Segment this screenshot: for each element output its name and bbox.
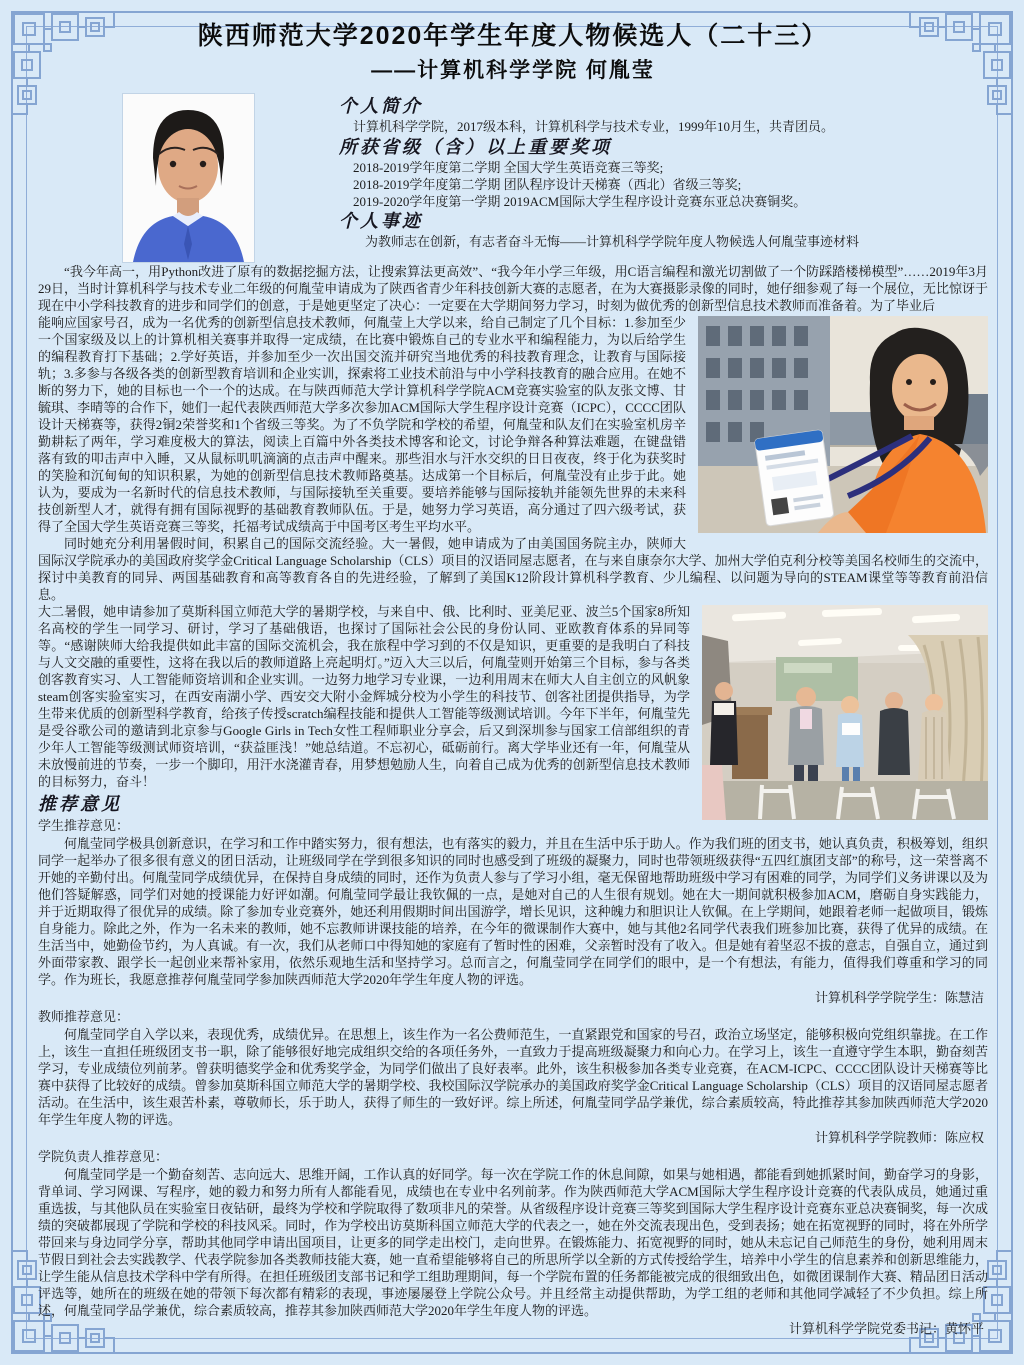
deeds-and-recommendations bbox=[38, 263, 988, 1338]
award-item: 2018-2019学年度第二学期 团队程序设计天梯赛（西北）省级三等奖; bbox=[353, 177, 742, 192]
teacher-recommendation-signature: 计算机科学学院教师：陈应权 bbox=[814, 1130, 984, 1145]
dean-recommendation-label: 学院负责人推荐意见： bbox=[38, 1149, 169, 1164]
awards-heading: 所获省级（含）以上重要奖项 bbox=[339, 137, 612, 157]
header-right-column bbox=[339, 93, 988, 263]
student-recommendation-label: 学生推荐意见： bbox=[38, 818, 130, 833]
profile-text: 计算机科学学院，2017级本科，计算机科学与技术专业，1999年10月生，共青团员。 bbox=[353, 119, 835, 134]
badge-selfie-photo bbox=[698, 316, 988, 533]
deeds-paragraph-2b: 大二暑假，她申请参加了莫斯科国立师范大学的暑期学校，与来自中、俄、比利时、亚美尼亚、波兰5个国家8所知名高校的学生一同学习、研讨，学习了基础俄语，也探讨了国际社会公民的身份认同、亚欧教育体系的异同等等。“感谢陕师大给我提供如此丰富的国际交流机会，我在旅程中学习到的不仅是知识，更重要的是我明白了科技与人文交融的重要性，这将在我以后的教师道路上亮起明灯。”迈入大三以后，何胤莹则开始第三个目标，参与各类创客教育实习、人工智能师资培训和企业实训。一边努力地学习专业课，一边利用周末在师大人自主创立的风帆象steam创客实验室实习，在西安南湖小学、西安交大附小金辉城分校为小学生的科技节、创客社团提供指导，为学生带来优质的创新型科学教育，给孩子传授scratch编程技能和提供人工智能等级测试培训。今年下半年，何胤莹先是受谷歌公司的邀请到北京参与Google Girls in Tech女性工程师职业分享会，后又到深圳参与国家工信部组织的青少年人工智能等级测试师资培训，“获益匪浅！”她总结道。不忘初心，砥砺前行。离大学毕业还有一年，何胤莹从未放慢前进的节奏，一步一个脚印，用汗水浇灌青春，用梦想勉励人生，向着自己成为优秀的创新型信息技术教师的目标努力，奋斗！ bbox=[38, 604, 690, 789]
document-content bbox=[38, 20, 988, 1339]
deeds-paragraph-2b-block bbox=[38, 603, 988, 790]
header-block bbox=[38, 93, 988, 263]
deeds-paragraph-2a: 同时她充分利用暑假时间，积累自己的国际交流经验。大一暑假，她申请成为了由美国国务院主办，陕师大国际汉学院承办的美国政府奖学金Critical Language Scholarship（CLS）项目的汉语同屋志愿者，在与来自康奈尔大学、加州大学伯克利分校等美国名校师生的交流中，探讨中美教育的同异、两国基础教育和高等教育各自的先进经验，了解到了美国K12阶段计算机科学教育、少儿编程、以问题为导向的STEAM课堂等等教育前沿信息。 bbox=[38, 536, 988, 602]
deeds-paragraph-1a: “我今年高一，用Python改进了原有的数据挖掘方法，让搜索算法更高效”、“我今年小学三年级，用C语言编程和激光切割做了一个防踩踏楼梯模型”……2019年3月29日，当时计算机科学与技术专业二年级的何胤莹申请成为了陕西省青少年科技创新大赛的志愿者，在为大赛摄影录像的同时，她仔细参观了每一个展位，无比惊讶于现在中小学科技教育的进步和同学们的创意，于是她更坚定了决心：一定要在大学期间努力学习，时刻为做优秀的创新型信息技术教师而准备着。为了毕业后 bbox=[38, 264, 988, 313]
deeds-intro-line: 为教师志在创新，有志者奋斗无悔——计算机科学学院年度人物候选人何胤莹事迹材料 bbox=[365, 234, 860, 249]
teacher-recommendation-label: 教师推荐意见： bbox=[38, 1009, 130, 1024]
ceremony-photo bbox=[702, 605, 988, 820]
teacher-recommendation-text: 何胤莹同学自入学以来，表现优秀，成绩优异。在思想上，该生作为一名公费师范生，一直紧跟党和国家的号召，政治立场坚定，能够积极向党组织靠拢。在工作上，该生一直担任班级团支书一职，除了能够很好地完成组织交给的各项任务外，一直致力于提高班级凝聚力和向心力。在学习上，该生一直遵守学生本职，勤奋刻苦学习，专业成绩位列前茅。曾获明德奖学金和优秀奖学金，为同学们做出了良好表率。此外，该生积极参加各类专业竞赛，在ACM-ICPC、CCCC团队设计天梯赛等比赛中获得了比较好的成绩。曾参加莫斯科国立师范大学的暑期学校、我校国际汉学院承办的美国政府奖学金Critical Language Scholarship（CLS）项目的汉语同屋志愿者活动。在生活中，该生艰苦朴素，尊敬师长，乐于助人，获得了师生的一致好评。综上所述，何胤莹同学品学兼优，综合素质较高，特此推荐其参加陕西师范大学2020年学生年度人物的评选。 bbox=[38, 1027, 988, 1127]
student-recommendation-signature: 计算机科学学院学生：陈慧洁 bbox=[814, 990, 984, 1005]
recommendations-heading: 推荐意见 bbox=[38, 794, 122, 814]
portrait-photo bbox=[122, 93, 255, 263]
award-item: 2019-2020学年度第一学期 2019ACM国际大学生程序设计竞赛东亚总决赛铜奖。 bbox=[353, 194, 807, 209]
page-subtitle: ——计算机科学学院 何胤莹 bbox=[371, 59, 655, 82]
student-recommendation-text: 何胤莹同学极具创新意识，在学习和工作中踏实努力，很有想法，也有落实的毅力，并且在生活中乐于助人。作为我们班的团支书，她认真负责，积极筹划，组织同学一起举办了很多很有意义的团日活动，让班级同学在学到很多知识的同时也感受到了班级的凝聚力，同时也带领班级获得“五四红旗团支部”的称号，这一荣誉离不开她的辛勤付出。何胤莹同学成绩优异，在保持自身成绩的同时，还作为负责人参与了学习小组，毫无保留地帮助班级中学习有困难的同学，为同学们义务讲课以及为他们答疑解惑，同学们对她的授课能力好评如潮。何胤莹同学最让我钦佩的一点，是她对自己的人生很有规划。她在大一期间就积极参加ACM，磨砺自身实践能力，并于近期取得了很优异的成绩。除了参加专业竞赛外，她还利用假期时间出国游学，增长见识，这种魄力和胆识让人钦佩。在上学期间，她跟着老师一起做项目，锻炼自身能力。除此之外，作为一名未来的教师，她不忘教师讲课技能的培养，在今年的微课制作大赛中，她与其他2名同学代表我们班参加比赛，获得了优异的成绩。在生活当中，她勤俭节约，为人真诚。有一次，我们从老师口中得知她的家庭有了暂时性的困难，父亲暂时没有了收入。但是她有着坚忍不拔的意志，自强自立，通过到外面带家教、跟学长一起创业来帮补家用，依然乐观地生活和坚持学习。总而言之，何胤莹同学在同学们的眼中，是一个有想法，有能力，值得我们尊重和学习的同学。作为班长，我愿意推荐何胤莹同学参加陕西师范大学2020年学生年度人物的评选。 bbox=[38, 836, 988, 987]
award-item: 2018-2019学年度第二学期 全国大学生英语竞赛三等奖; bbox=[353, 160, 664, 175]
portrait-photo-illustration bbox=[122, 93, 255, 263]
page-title: 陕西师范大学2020年学生年度人物候选人（二十三） bbox=[197, 22, 829, 50]
dean-recommendation-signature: 计算机科学学院党委书记：黄怀平 bbox=[788, 1321, 984, 1336]
deeds-paragraph-1b: 能响应国家号召，成为一名优秀的创新型信息技术教师，何胤莹上大学以来，给自己制定了几个目标：1.参加至少一个国家级及以上的计算机相关赛事并取得一定成绩，在比赛中锻炼自己的专业水平和编程能力，为以后给学生的编程教育打下基础；2.学好英语，并参加至少一次出国交流并研究当地优秀的科技教育理念，让教育与国际接轨；3.多参与各级各类的创新型教育培训和企业实训，探索将工业技术前沿与中小学科技教育的融合应用。在她不断的努力下，她的目标也一个一个的达成。在与陕西师范大学计算机科学学院ACM竞赛实验室的队友张文博、甘毓琪、李晴等的合作下，她们一起代表陕西师范大学多次参加ACM国际大学生程序设计竞赛（ICPC），CCCC团队设计天梯赛等，获得2铜2荣誉奖和1个省级三等奖。为了不负学院和学校的希望，何胤莹和队友们在实验室机房辛勤耕耘了两年，学习难度极大的算法，阅读上百篇中外各类技术博客和论文，讨论争辩各种算法难题，在键盘错落有致的叩击声中入睡，又从鼠标叽叽滴滴的点击声中醒来。那些泪水与汗水交织的日日夜夜，终于化为获奖时的笑脸和沉甸甸的知识积累，为她的创新型信息技术教师路奠基。达成第一个目标后，何胤莹没有止步于此。她认为，要成为一名新时代的信息技术教师，与国际接轨至关重要。要培养能够与国际接轨并能领先世界的未来科技创新型人才，就得有拥有国际视野的基础教育教师队伍。于是，她努力学习英语，高分通过了四六级考试，获得了全国大学生英语竞赛三等奖，托福考试成绩高于中国考区考生平均水平。 bbox=[38, 315, 686, 534]
dean-recommendation-text: 何胤莹同学是一个勤奋刻苦、志向远大、思维开阔，工作认真的好同学。每一次在学院工作的休息间隙，如果与她相遇，都能看到她抓紧时间，勤奋学习的身影，背单词、学习网课、写程序，她的毅力和努力所有人都能看见，成绩也在专业中名列前茅。作为陕西师范大学ACM国际大学生程序设计竞赛的代表队成员，她通过重重选拔，与其他队员在实验室日夜钻研，最终为学校和学院取得了数项非凡的荣誉。从省级程序设计竞赛三等奖到国际大学生程序设计竞赛东亚总决赛铜奖，每一次成绩的突破都展现了学院和学校的科技风采。同时，作为学校出访莫斯科国立师范大学的代表之一，她在外交流表现出色，受到表扬；她在拓宽视野的同时，将在外所学带回来与身边同学分享，帮助其他同学申请出国项目，让更多的同学走出校门，走向世界。在锻炼能力、拓宽视野的同时，她从未忘记自己师范生的身份，她利用周末节假日到社会去实践教学、代表学院参加各类教师技能大赛，她一直希望能够将自己的所思所学以全新的方式传授给学生，培养中小学生的信息素养和创新思维能力，让学生能从信息技术学科中学有所得。在担任班级团支部书记和学工组助理期间，每一个学院布置的任务都能被完成的很细致出色，如微团课制作大赛、精品团日活动评选等，她所在的班级在她的带领下每次都有精彩的表现，事迹屡屡登上学院公众号。并且经常主动提供帮助，为学工组的老师和其他同学减轻了不少负担。综上所述，何胤莹同学品学兼优，综合素质较高，推荐其参加陕西师范大学2020年学生年度人物的评选。 bbox=[38, 1167, 988, 1318]
deeds-paragraph-1b-block bbox=[38, 314, 988, 535]
profile-heading: 个人简介 bbox=[339, 96, 423, 116]
deeds-heading: 个人事迹 bbox=[339, 211, 423, 231]
